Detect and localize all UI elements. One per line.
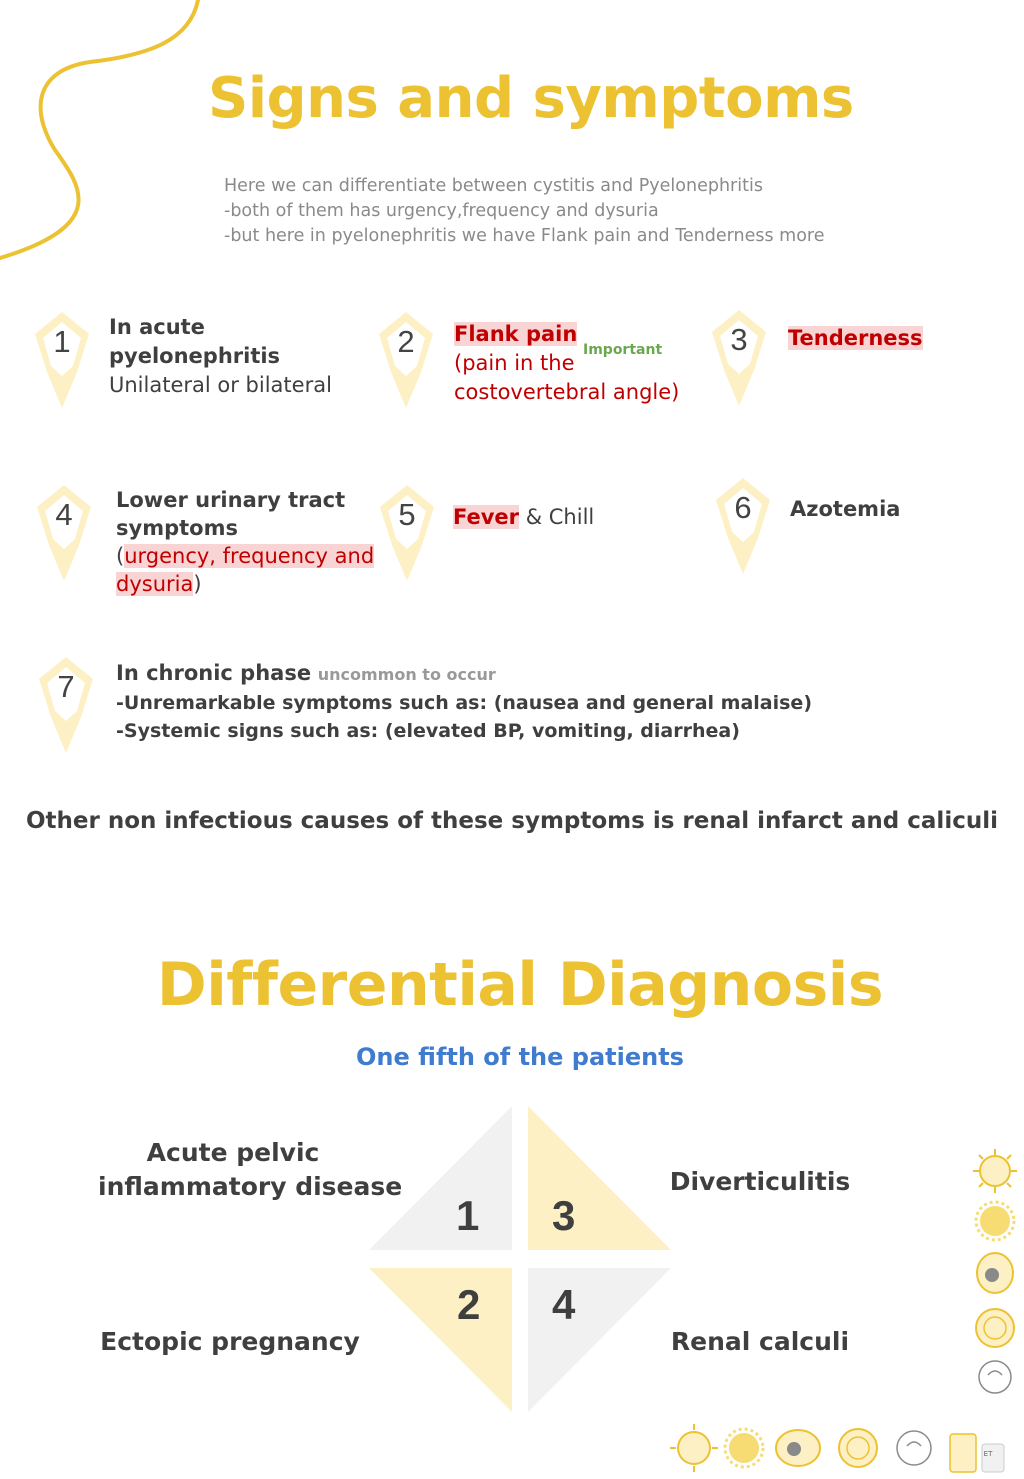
symptom-item-3 xyxy=(788,324,923,353)
number-marker-4 xyxy=(35,483,93,583)
intro-line: -but here in pyelonephritis we have Flank pain and Tenderness more xyxy=(224,226,825,246)
item-text: -Unremarkable symptoms such as: (nausea and general malaise) xyxy=(116,692,813,714)
item-heading: pyelonephritis xyxy=(109,344,281,368)
quadrant-4 xyxy=(528,1268,671,1412)
diagnosis-number: 2 xyxy=(457,1281,481,1328)
section-title: Differential Diagnosis xyxy=(156,950,884,1020)
paren: ( xyxy=(116,544,125,568)
symptom-item-4 xyxy=(116,486,374,598)
marker-number: 7 xyxy=(57,669,75,704)
item-heading: symptoms xyxy=(116,516,238,540)
intro-line: Here we can differentiate between cystitis and Pyelonephritis xyxy=(224,176,763,196)
marker-number: 3 xyxy=(730,322,748,357)
diagnosis-number: 4 xyxy=(552,1281,576,1328)
virus-icon xyxy=(973,1149,1017,1193)
item-text: urgency, frequency and xyxy=(124,544,375,568)
item-text: & Chill xyxy=(519,505,595,529)
number-marker-3 xyxy=(710,308,768,408)
quadrant-3 xyxy=(528,1106,671,1250)
item-text: dysuria xyxy=(116,572,194,596)
corner-badge: ET xyxy=(983,1450,993,1458)
item-text: -Systemic signs such as: (elevated BP, vomiting, diarrhea) xyxy=(116,720,740,742)
item-heading: Azotemia xyxy=(790,497,901,521)
diagnosis-label-4: Renal calculi xyxy=(670,1327,850,1356)
paren: ) xyxy=(193,572,202,596)
microbe-icons-row xyxy=(668,1418,1024,1478)
marker-number: 2 xyxy=(397,324,415,359)
item-heading: Flank pain xyxy=(454,322,578,346)
symptom-item-2 xyxy=(454,320,679,407)
item-text: Unilateral or bilateral xyxy=(109,373,332,397)
item-heading: In chronic phase xyxy=(116,661,312,685)
number-marker-5 xyxy=(378,483,436,583)
number-marker-7 xyxy=(37,655,95,755)
symptom-item-7 xyxy=(116,659,812,745)
decorative-curve xyxy=(0,0,220,280)
item-heading: Fever xyxy=(453,505,520,529)
bacteria-icon xyxy=(979,1361,1011,1393)
bacteria-icon xyxy=(897,1431,931,1465)
diagnosis-number: 3 xyxy=(552,1192,576,1239)
sun-cell-icon xyxy=(725,1429,763,1467)
intro-line: -both of them has urgency,frequency and dysuria xyxy=(224,201,659,221)
marker-number: 1 xyxy=(53,324,71,359)
item-heading: In acute xyxy=(109,315,205,339)
symptom-item-1 xyxy=(109,313,332,400)
symptom-item-6 xyxy=(790,495,900,524)
quadrant-2 xyxy=(369,1268,512,1412)
item-heading: Tenderness xyxy=(788,326,923,350)
label-line: inflammatory disease xyxy=(98,1172,403,1201)
label-line: Acute pelvic xyxy=(146,1138,320,1167)
marker-number: 4 xyxy=(55,497,73,532)
item-note: uncommon to occur xyxy=(317,665,496,684)
item-text: (pain in the xyxy=(454,351,575,375)
intro-text xyxy=(224,174,825,249)
cell-icon xyxy=(776,1430,820,1466)
virus-icon xyxy=(670,1424,718,1472)
marker-number: 6 xyxy=(734,490,752,525)
diagnosis-number: 1 xyxy=(456,1192,480,1239)
diagnosis-label-3: Diverticulitis xyxy=(669,1167,851,1196)
sun-cell-icon xyxy=(976,1202,1014,1240)
number-marker-2 xyxy=(377,310,435,410)
number-marker-6 xyxy=(714,476,772,576)
number-marker-1 xyxy=(33,310,91,410)
important-tag: Important xyxy=(583,342,663,358)
diagnosis-diamond xyxy=(365,1100,675,1418)
item-text: costovertebral angle) xyxy=(454,380,680,404)
egg-cell-icon xyxy=(976,1309,1014,1347)
section-subtitle: One fifth of the patients xyxy=(356,1043,684,1071)
microbe-icons-column xyxy=(966,1145,1024,1395)
item-heading: Lower urinary tract xyxy=(116,488,346,512)
egg-cell-icon xyxy=(839,1429,877,1467)
causes-note: Other non infectious causes of these symptoms is renal infarct and caliculi xyxy=(26,808,998,834)
symptom-item-5 xyxy=(453,503,594,532)
page-title: Signs and symptoms xyxy=(208,66,854,131)
marker-number: 5 xyxy=(398,497,416,532)
diagnosis-label-1 xyxy=(98,1136,403,1204)
diagnosis-label-2: Ectopic pregnancy xyxy=(100,1327,360,1356)
cell-icon xyxy=(977,1253,1013,1293)
